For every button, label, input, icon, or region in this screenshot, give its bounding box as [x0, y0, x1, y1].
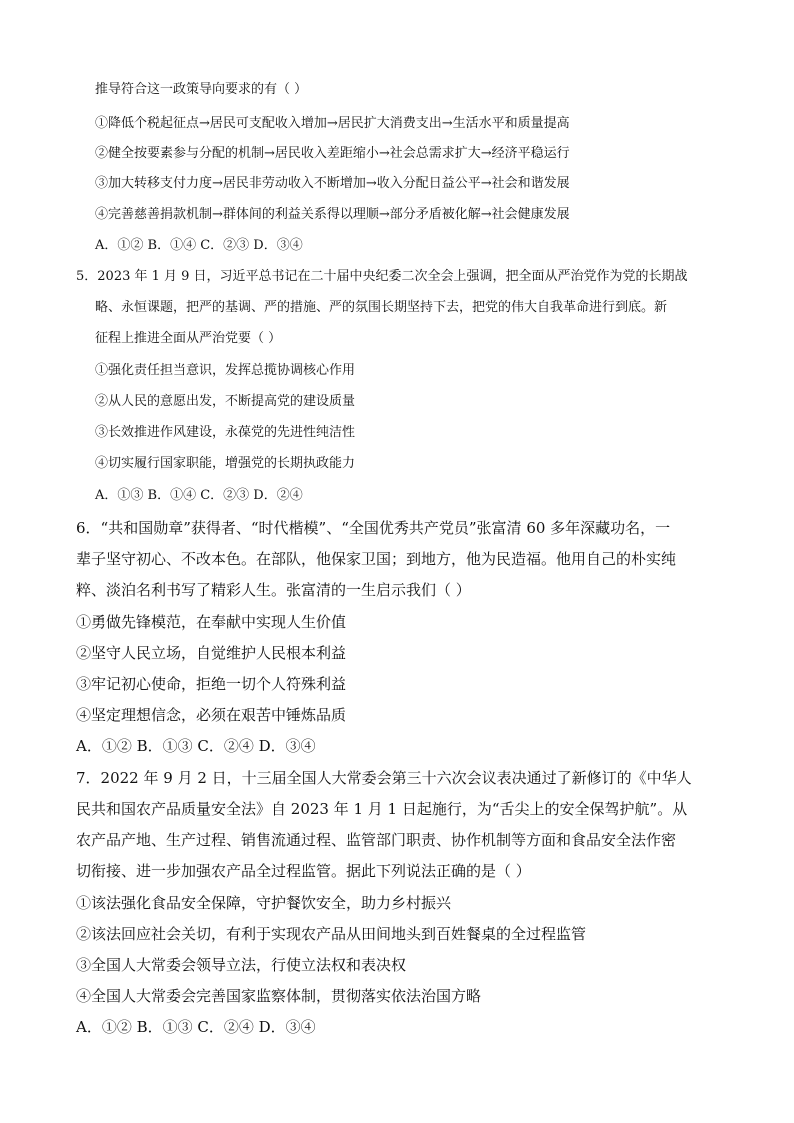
q5-option-3: ③长效推进作风建设，永葆党的先进性纯洁性 [95, 425, 356, 440]
q6-answer-choices: A．①② B．①③ C．②④ D．③④ [76, 737, 316, 755]
q7-stem-line-1: 7．2022 年 9 月 2 日，十三届全国人大常委会第三十六次会议表决通过了新修订的《中华人 [76, 769, 692, 787]
q7-answer-choices: A．①② B．①③ C．②④ D．③④ [76, 1018, 316, 1036]
q7-stem-line-2: 民共和国农产品质量安全法》自 2023 年 1 月 1 日起施行，为“舌尖上的安全保驾护航”。从 [76, 800, 688, 818]
q6-option-2: ②坚守人民立场，自觉维护人民根本利益 [76, 644, 347, 662]
q7-option-4: ④全国人大常委会完善国家监察体制，贯彻落实依法治国方略 [76, 987, 482, 1005]
q5-answer-choices: A．①③ B．①④ C．②③ D．②④ [95, 488, 303, 503]
q4-option-3: ③加大转移支付力度→居民非劳动收入不断增加→收入分配日益公平→社会和谐发展 [95, 176, 570, 191]
q6-option-4: ④坚定理想信念，必须在艰苦中锤炼品质 [76, 706, 347, 724]
q6-option-1: ①勇做先锋模范，在奉献中实现人生价值 [76, 613, 347, 631]
q5-option-4: ④切实履行国家职能，增强党的长期执政能力 [95, 456, 356, 471]
q5-stem-line-3: 征程上推进全面从严治党要（ ） [95, 331, 282, 346]
q7-option-3: ③全国人大常委会领导立法，行使立法权和表决权 [76, 956, 407, 974]
q5-option-1: ①强化责任担当意识，发挥总揽协调核心作用 [95, 363, 356, 378]
q4-answer-choices: A．①② B．①④ C．②③ D．③④ [95, 238, 303, 253]
q6-stem-line-1: 6．“共和国勋章”获得者、“时代楷模”、“全国优秀共产党员”张富清 60 多年深藏功名，一 [76, 519, 671, 537]
q7-stem-line-4: 切衔接、进一步加强农产品全过程监管。据此下列说法正确的是（ ） [76, 862, 531, 880]
q5-stem-line-1: 5．2023 年 1 月 9 日，习近平总书记在二十届中央纪委二次全会上强调，把全面从严治党作为党的长期战 [76, 269, 688, 284]
q6-stem-line-2: 辈子坚守初心、不改本色。在部队，他保家卫国；到地方，他为民造福。他用自己的朴实纯 [76, 550, 677, 568]
q4-stem-continued: 推导符合这一政策导向要求的有（ ） [95, 82, 308, 97]
q5-stem-line-2: 略、永恒课题，把严的基调、严的措施、严的氛围长期坚持下去，把党的伟大自我革命进行到底。新 [95, 300, 668, 315]
q4-option-1: ①降低个税起征点→居民可支配收入增加→居民扩大消费支出→生活水平和质量提高 [95, 116, 570, 131]
q7-stem-line-3: 农产品产地、生产过程、销售流通过程、监管部门职责、协作机制等方面和食品安全法作密 [76, 831, 677, 849]
q7-option-1: ①该法强化食品安全保障，守护餐饮安全，助力乡村振兴 [76, 894, 452, 912]
q7-option-2: ②该法回应社会关切，有利于实现农产品从田间地头到百姓餐桌的全过程监管 [76, 925, 587, 943]
q4-option-2: ②健全按要素参与分配的机制→居民收入差距缩小→社会总需求扩大→经济平稳运行 [95, 146, 570, 161]
q4-option-4: ④完善慈善捐款机制→群体间的利益关系得以理顺→部分矛盾被化解→社会健康发展 [95, 207, 570, 222]
q6-option-3: ③牢记初心使命，拒绝一切个人符殊利益 [76, 675, 347, 693]
q6-stem-line-3: 粹、淡泊名利书写了精彩人生。张富清的一生启示我们（ ） [76, 581, 471, 599]
q5-option-2: ②从人民的意愿出发，不断提高党的建设质量 [95, 394, 356, 409]
